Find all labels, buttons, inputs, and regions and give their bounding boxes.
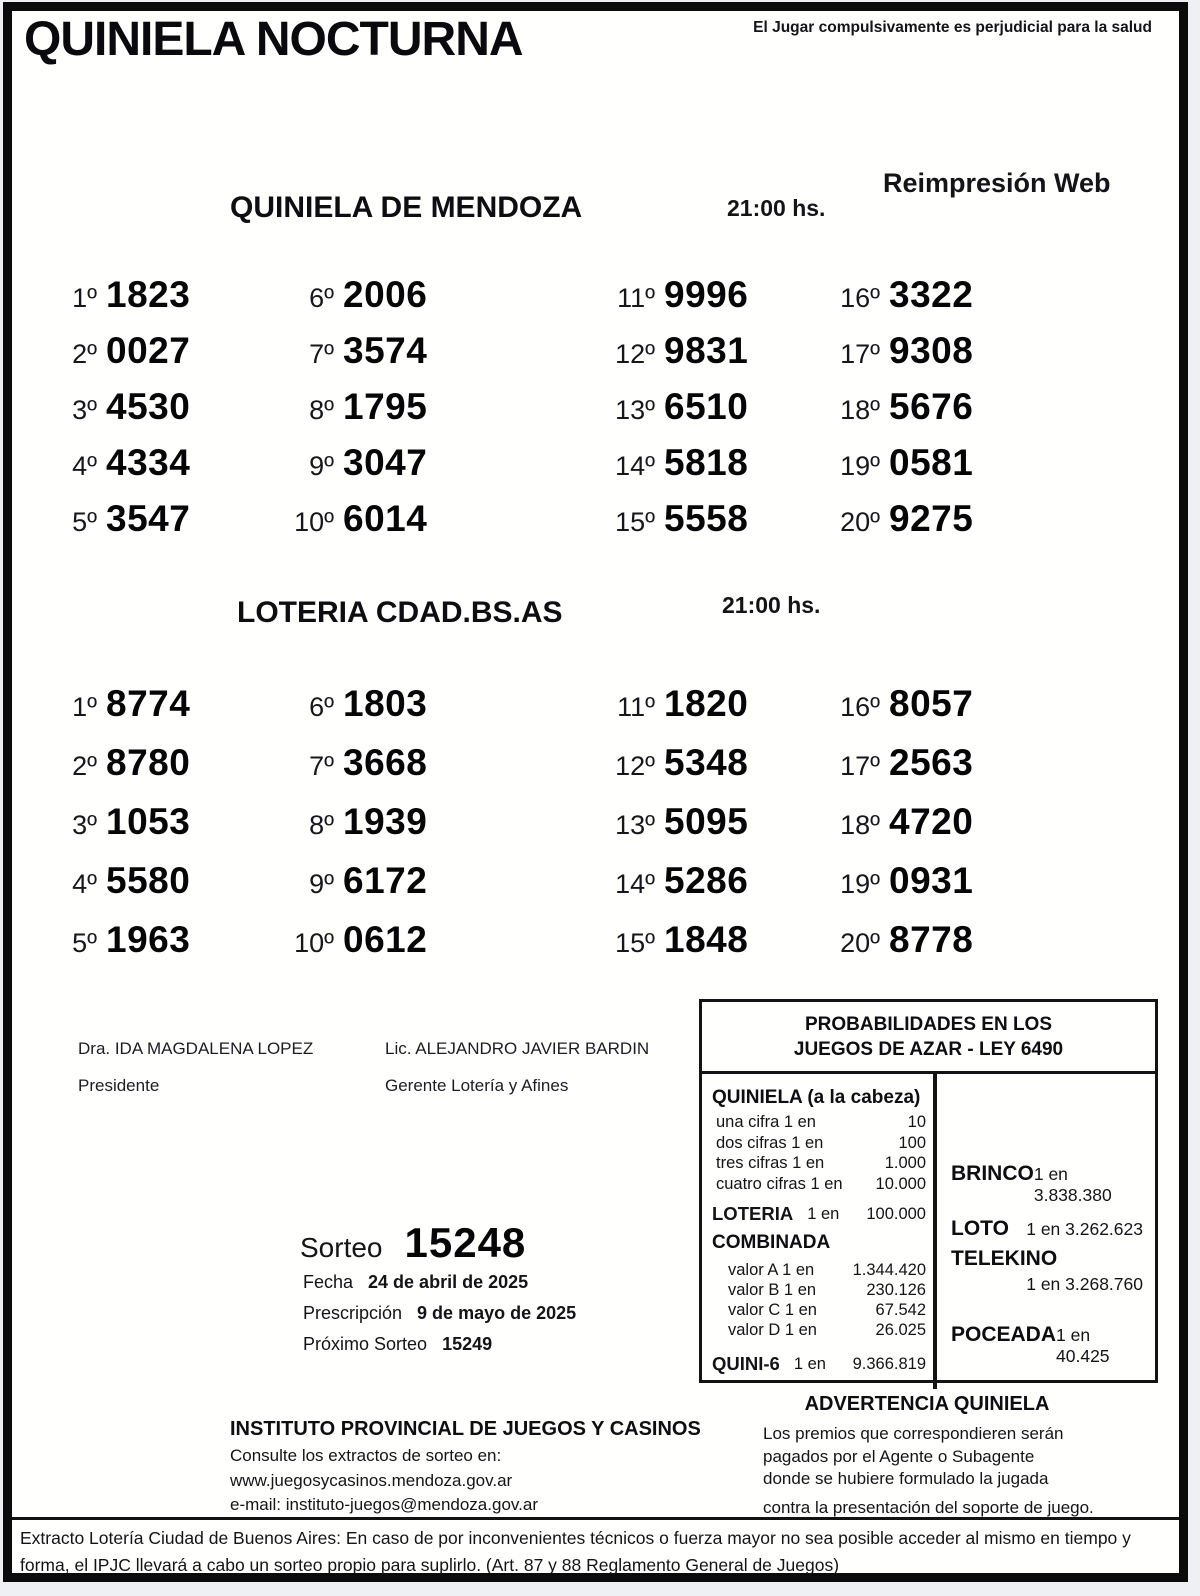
game-odds: 1 en 3.268.760 bbox=[1026, 1274, 1143, 1294]
odds-row bbox=[712, 1133, 926, 1154]
result-number: 9275 bbox=[889, 498, 974, 539]
result-cell bbox=[597, 267, 822, 323]
result-number: 3322 bbox=[889, 274, 974, 315]
result-position: 1º bbox=[72, 283, 97, 313]
advertencia-title: ADVERTENCIA QUINIELA bbox=[804, 1393, 1050, 1415]
result-position: 17º bbox=[840, 751, 880, 781]
result-position: 11º bbox=[617, 283, 655, 313]
sorteo-row bbox=[300, 1219, 526, 1267]
result-cell bbox=[597, 910, 822, 969]
result-cell bbox=[39, 379, 276, 435]
result-number: 4530 bbox=[106, 386, 191, 427]
health-warning: El Jugar compulsivamente es perjudicial para la salud bbox=[753, 19, 1152, 36]
result-number: 2563 bbox=[889, 742, 974, 783]
result-cell bbox=[39, 910, 276, 969]
game-odds: 1 en 3.262.623 bbox=[1026, 1219, 1143, 1239]
result-cell bbox=[39, 851, 276, 910]
page-title: QUINIELA NOCTURNA bbox=[24, 13, 523, 66]
result-cell bbox=[276, 435, 597, 491]
result-number: 0931 bbox=[889, 860, 974, 901]
result-number: 3547 bbox=[106, 498, 191, 539]
institute-line: e-mail: instituto-juegos@mendoza.gov.ar bbox=[230, 1495, 538, 1514]
probabilities-left-column bbox=[702, 1074, 937, 1389]
result-number: 5580 bbox=[106, 860, 191, 901]
odds-value: 10.000 bbox=[875, 1174, 926, 1193]
odds-label: valor D 1 en bbox=[728, 1320, 817, 1339]
result-cell bbox=[39, 435, 276, 491]
result-number: 8780 bbox=[106, 742, 191, 783]
odds-value: 10 bbox=[907, 1113, 926, 1131]
result-position: 9º bbox=[309, 451, 334, 481]
result-number: 1820 bbox=[664, 683, 749, 724]
result-cell bbox=[822, 733, 1149, 792]
result-cell bbox=[39, 323, 276, 379]
odds-value: 230.126 bbox=[866, 1280, 926, 1299]
footer-separator bbox=[12, 1517, 1179, 1520]
result-position: 2º bbox=[72, 751, 97, 781]
result-number: 2006 bbox=[343, 274, 428, 315]
fecha-row bbox=[303, 1272, 528, 1293]
bsas-results-grid bbox=[39, 674, 1149, 969]
result-position: 13º bbox=[615, 395, 655, 425]
result-cell bbox=[39, 674, 276, 733]
combinada-header: COMBINADA bbox=[712, 1231, 831, 1253]
result-number: 4720 bbox=[889, 801, 974, 842]
result-cell bbox=[822, 674, 1149, 733]
odds-row bbox=[712, 1320, 926, 1340]
result-cell bbox=[39, 267, 276, 323]
result-number: 0612 bbox=[343, 919, 428, 960]
quiniela-odds-rows bbox=[712, 1112, 926, 1194]
mendoza-draw-title: QUINIELA DE MENDOZA bbox=[230, 191, 583, 224]
poceada-odds-row bbox=[951, 1323, 1143, 1367]
result-number: 4334 bbox=[106, 442, 191, 483]
mendoza-results-grid bbox=[39, 267, 1149, 547]
institute-line: Consulte los extractos de sorteo en: bbox=[230, 1446, 502, 1465]
quini6-odds-row bbox=[712, 1354, 926, 1375]
odds-value: 26.025 bbox=[875, 1320, 926, 1339]
advertencia-lines bbox=[752, 1423, 1102, 1519]
fecha-label: Fecha bbox=[303, 1272, 354, 1292]
result-cell bbox=[597, 733, 822, 792]
result-number: 3574 bbox=[343, 330, 428, 371]
prescripcion-label: Prescripción bbox=[303, 1303, 403, 1323]
odds-label: LOTERIA bbox=[712, 1203, 794, 1224]
game-odds: 1 en 3.838.380 bbox=[1033, 1164, 1112, 1205]
result-number: 1963 bbox=[106, 919, 191, 960]
result-number: 5558 bbox=[664, 498, 749, 539]
odds-value: 9.366.819 bbox=[852, 1354, 926, 1373]
combinada-odds-rows bbox=[712, 1260, 926, 1340]
result-number: 1795 bbox=[343, 386, 428, 427]
institute-title: INSTITUTO PROVINCIAL DE JUEGOS Y CASINOS bbox=[230, 1418, 701, 1440]
sorteo-label: Sorteo bbox=[300, 1232, 383, 1263]
signatory-name: Lic. ALEJANDRO JAVIER BARDIN bbox=[385, 1039, 650, 1058]
result-number: 1053 bbox=[106, 801, 191, 842]
result-position: 8º bbox=[309, 395, 334, 425]
result-cell bbox=[822, 323, 1149, 379]
result-cell bbox=[822, 435, 1149, 491]
odds-row bbox=[712, 1112, 926, 1133]
result-number: 9831 bbox=[664, 330, 749, 371]
result-position: 14º bbox=[615, 451, 655, 481]
prescripcion-value: 9 de mayo de 2025 bbox=[417, 1303, 577, 1323]
result-number: 5348 bbox=[664, 742, 749, 783]
odds-row bbox=[712, 1300, 926, 1320]
odds-value: 100 bbox=[898, 1133, 926, 1152]
result-cell bbox=[597, 379, 822, 435]
bsas-draw-title: LOTERIA CDAD.BS.AS bbox=[237, 596, 563, 629]
result-cell bbox=[822, 851, 1149, 910]
result-number: 0581 bbox=[889, 442, 974, 483]
odds-label: tres cifras 1 en bbox=[716, 1154, 825, 1172]
probabilities-title bbox=[702, 1002, 1155, 1074]
result-cell bbox=[276, 674, 597, 733]
result-number: 3668 bbox=[343, 742, 428, 783]
result-number: 8057 bbox=[889, 683, 974, 724]
result-position: 12º bbox=[615, 751, 655, 781]
result-position: 16º bbox=[840, 283, 880, 313]
result-position: 9º bbox=[309, 869, 334, 899]
result-cell bbox=[276, 379, 597, 435]
result-number: 1823 bbox=[106, 274, 191, 315]
institute-lines bbox=[230, 1444, 701, 1518]
probabilities-box bbox=[699, 999, 1158, 1383]
result-position: 15º bbox=[615, 928, 655, 958]
result-cell bbox=[597, 491, 822, 547]
result-position: 8º bbox=[309, 810, 334, 840]
result-cell bbox=[597, 323, 822, 379]
odds-value: 100.000 bbox=[866, 1205, 926, 1223]
advertencia-line: pagados por el Agente o Subagente bbox=[763, 1446, 1035, 1466]
document-sheet bbox=[3, 2, 1188, 1582]
result-position: 20º bbox=[840, 507, 880, 537]
result-position: 10º bbox=[294, 507, 334, 537]
footer-note: Extracto Lotería Ciudad de Buenos Aires: En caso de por inconvenientes técnicos o fuerza mayor no sea posible acceder al mismo en tiempo y forma, el IPJC llevará a cabo un sorteo propio para suplirlo. (Art. 87 y 88 Reglamento General de Juegos) bbox=[20, 1528, 1131, 1575]
result-number: 5286 bbox=[664, 860, 749, 901]
result-position: 13º bbox=[615, 810, 655, 840]
advertencia-line: contra la presentación del soporte de juego. bbox=[763, 1497, 1094, 1517]
signature-block-president bbox=[78, 1039, 313, 1096]
result-number: 1848 bbox=[664, 919, 749, 960]
result-cell bbox=[39, 733, 276, 792]
probabilities-body bbox=[702, 1074, 1155, 1389]
result-cell bbox=[822, 379, 1149, 435]
reprint-web-label: Reimpresión Web bbox=[883, 168, 1111, 198]
odds-row bbox=[712, 1153, 926, 1174]
odds-value: 67.542 bbox=[875, 1300, 926, 1319]
result-position: 6º bbox=[309, 283, 334, 313]
result-number: 5095 bbox=[664, 801, 749, 842]
signature-block-manager bbox=[385, 1039, 649, 1096]
result-position: 16º bbox=[840, 692, 880, 722]
result-number: 8774 bbox=[106, 683, 191, 724]
result-position: 17º bbox=[840, 339, 880, 369]
result-number: 3047 bbox=[343, 442, 428, 483]
odds-label: QUINI-6 bbox=[712, 1352, 780, 1374]
result-cell bbox=[597, 792, 822, 851]
prescripcion-row bbox=[303, 1303, 576, 1324]
result-cell bbox=[822, 491, 1149, 547]
result-position: 19º bbox=[840, 869, 880, 899]
result-number: 5818 bbox=[664, 442, 749, 483]
result-number: 1939 bbox=[343, 801, 428, 842]
result-cell bbox=[822, 792, 1149, 851]
advertencia-block bbox=[752, 1393, 1102, 1519]
result-cell bbox=[822, 910, 1149, 969]
result-position: 18º bbox=[840, 810, 880, 840]
result-cell bbox=[597, 851, 822, 910]
game-name: POCEADA bbox=[951, 1323, 1057, 1346]
result-cell bbox=[822, 267, 1149, 323]
institute-block bbox=[230, 1418, 701, 1518]
institute-line: www.juegosycasinos.mendoza.gov.ar bbox=[230, 1470, 513, 1490]
odds-ratio-text: 1 en bbox=[807, 1205, 840, 1223]
probabilities-title-line2: JUEGOS DE AZAR - LEY 6490 bbox=[793, 1039, 1064, 1060]
signatory-role: Presidente bbox=[78, 1076, 160, 1095]
odds-label: valor B 1 en bbox=[728, 1280, 817, 1299]
loto-odds-row bbox=[951, 1217, 1143, 1241]
game-name: BRINCO bbox=[951, 1162, 1034, 1185]
result-position: 14º bbox=[615, 869, 655, 899]
result-number: 0027 bbox=[106, 330, 191, 371]
probabilities-title-line1: PROBABILIDADES EN LOS bbox=[804, 1014, 1053, 1035]
advertencia-line: donde se hubiere formulado la jugada bbox=[763, 1469, 1049, 1488]
fecha-value: 24 de abril de 2025 bbox=[368, 1272, 529, 1292]
loteria-odds-row bbox=[712, 1204, 926, 1225]
result-cell bbox=[39, 792, 276, 851]
result-cell bbox=[276, 851, 597, 910]
result-number: 5676 bbox=[889, 386, 974, 427]
odds-row bbox=[712, 1174, 926, 1195]
result-position: 5º bbox=[72, 507, 97, 537]
odds-label: una cifra 1 en bbox=[716, 1113, 816, 1131]
proximo-sorteo-row bbox=[303, 1334, 492, 1355]
result-number: 6172 bbox=[343, 860, 428, 901]
result-position: 1º bbox=[72, 692, 97, 722]
result-number: 1803 bbox=[343, 683, 428, 724]
result-cell bbox=[276, 792, 597, 851]
result-position: 3º bbox=[72, 810, 97, 840]
result-position: 19º bbox=[840, 451, 880, 481]
result-position: 11º bbox=[617, 692, 655, 722]
result-position: 4º bbox=[72, 451, 97, 481]
odds-value: 1.344.420 bbox=[852, 1260, 926, 1279]
result-number: 6510 bbox=[664, 386, 749, 427]
result-position: 7º bbox=[309, 339, 334, 369]
telekino-odds-row bbox=[951, 1247, 1143, 1295]
quiniela-odds-header: QUINIELA (a la cabeza) bbox=[712, 1087, 921, 1108]
signatory-role: Gerente Lotería y Afines bbox=[385, 1076, 569, 1095]
result-position: 3º bbox=[72, 395, 97, 425]
odds-label: cuatro cifras 1 en bbox=[716, 1174, 843, 1193]
proximo-sorteo-label: Próximo Sorteo bbox=[303, 1334, 428, 1354]
odds-label: valor C 1 en bbox=[728, 1300, 817, 1319]
brinco-odds-row bbox=[951, 1162, 1143, 1206]
sorteo-number: 15248 bbox=[404, 1219, 527, 1266]
result-cell bbox=[597, 435, 822, 491]
result-number: 9308 bbox=[889, 330, 974, 371]
result-position: 6º bbox=[309, 692, 334, 722]
game-odds: 1 en 40.425 bbox=[1056, 1325, 1110, 1366]
advertencia-line: Los premios que correspondieren serán bbox=[763, 1424, 1064, 1443]
result-position: 12º bbox=[615, 339, 655, 369]
result-cell bbox=[39, 491, 276, 547]
odds-row bbox=[712, 1260, 926, 1280]
result-position: 4º bbox=[72, 869, 97, 899]
result-cell bbox=[276, 910, 597, 969]
signatory-name: Dra. IDA MAGDALENA LOPEZ bbox=[78, 1039, 314, 1058]
result-position: 10º bbox=[294, 928, 334, 958]
odds-label: valor A 1 en bbox=[728, 1260, 815, 1279]
mendoza-draw-time: 21:00 hs. bbox=[727, 195, 826, 221]
result-cell bbox=[276, 491, 597, 547]
result-position: 18º bbox=[840, 395, 880, 425]
result-position: 15º bbox=[615, 507, 655, 537]
odds-row bbox=[712, 1280, 926, 1300]
odds-value: 1.000 bbox=[884, 1154, 926, 1172]
result-position: 5º bbox=[72, 928, 97, 958]
odds-ratio-text: 1 en bbox=[793, 1354, 826, 1373]
result-cell bbox=[597, 674, 822, 733]
result-number: 6014 bbox=[343, 498, 428, 539]
result-position: 7º bbox=[309, 751, 334, 781]
result-number: 9996 bbox=[664, 274, 749, 315]
probabilities-right-column bbox=[937, 1074, 1155, 1389]
game-name: LOTO bbox=[951, 1217, 1009, 1240]
result-position: 20º bbox=[840, 928, 880, 958]
result-cell bbox=[276, 267, 597, 323]
odds-label: dos cifras 1 en bbox=[716, 1133, 824, 1152]
result-cell bbox=[276, 733, 597, 792]
result-cell bbox=[276, 323, 597, 379]
proximo-sorteo-value: 15249 bbox=[442, 1334, 493, 1354]
game-name: TELEKINO bbox=[951, 1247, 1058, 1270]
result-number: 8778 bbox=[889, 919, 974, 960]
result-position: 2º bbox=[72, 339, 97, 369]
bsas-draw-time: 21:00 hs. bbox=[722, 592, 821, 618]
